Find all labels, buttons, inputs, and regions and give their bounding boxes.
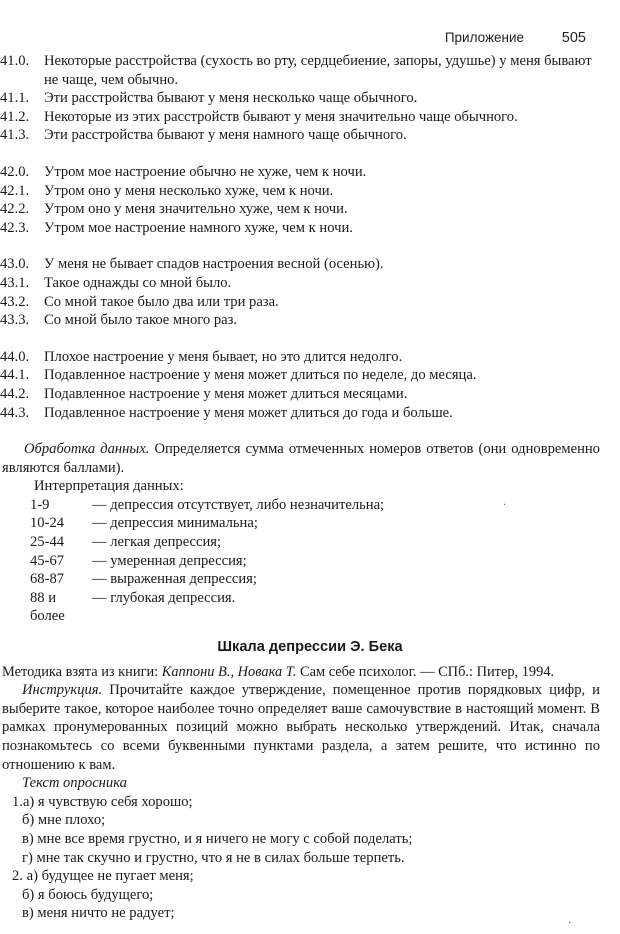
answer-item: 43.1. Такое однажды со мной было. <box>0 274 232 291</box>
answer-item: 44.2. Подавленное настроение у меня может длиться месяцами. <box>0 385 408 402</box>
questionnaire-line: г) мне так скучно и грустно, что я не в силах больше терпеть. <box>22 849 405 866</box>
question-group-42 <box>0 163 600 237</box>
answer-item: 44.3. Подавленное настроение у меня может длиться до года и больше. <box>0 404 453 421</box>
answer-item: 41.2. Некоторые из этих расстройств бывают у меня значительно чаще обычного. <box>0 108 518 125</box>
questionnaire-line: 1.а) я чувствую себя хорошо; <box>12 793 193 810</box>
questionnaire-line: 2. а) будущее не пугает меня; <box>12 868 194 885</box>
instruction-paragraph <box>0 681 600 774</box>
source-authors: Каппони В., Новака Т. <box>161 663 297 680</box>
data-processing-paragraph <box>0 440 600 477</box>
interpretation-row: 25-44 — легкая депрессия; <box>30 534 222 551</box>
answer-item: 41.0. Некоторые расстройства (сухость во рту, сердцебиение, запоры, удушье) у меня бывают не чаще, чем обычно. <box>0 53 592 88</box>
interpretation-title: Интерпретация данных: <box>34 478 184 495</box>
running-header <box>445 30 586 46</box>
interpretation-row: 10-24 — депрессия минимальна; <box>30 515 258 532</box>
answer-item: 42.3. Утром мое настроение намного хуже, чем к ночи. <box>0 219 353 236</box>
answer-item: 43.0. У меня не бывает спадов настроения весной (осенью). <box>0 256 384 273</box>
answer-item: 41.1. Эти расстройства бывают у меня несколько чаще обычного. <box>0 90 418 107</box>
answer-item: 43.2. Со мной такое было два или три раза. <box>0 293 279 310</box>
answer-item: 43.3. Со мной было такое много раз. <box>0 312 238 329</box>
source-citation: Методика взята из книги: Каппони В., Новака Т. Сам себе психолог. — СПб.: Питер, 1994. <box>2 663 555 680</box>
answer-item: 42.1. Утром оно у меня несколько хуже, чем к ночи. <box>0 182 334 199</box>
instruction-lead: Инструкция. <box>22 682 103 699</box>
interpretation-row: 1-9 — депрессия отсутствует, либо незначительна; <box>30 496 385 513</box>
answer-item: 42.0. Утром мое настроение обычно не хуже, чем к ночи. <box>0 163 367 180</box>
questionnaire-line: б) мне плохо; <box>22 812 106 829</box>
answer-item: 42.2. Утром оно у меня значительно хуже, чем к ночи. <box>0 201 348 218</box>
answer-item: 41.3. Эти расстройства бывают у меня намного чаще обычного. <box>0 127 407 144</box>
processing-lead: Обработка данных. <box>24 441 150 458</box>
interpretation-row: 45-67 — умеренная депрессия; <box>30 552 247 569</box>
interpretation-row: 68-87 — выраженная депрессия; <box>30 571 257 588</box>
question-group-43 <box>0 255 600 329</box>
answer-item: 44.1. Подавленное настроение у меня может длиться по неделе, до месяца. <box>0 367 477 384</box>
processing-text: Определяется сумма отмеченных номеров ответов (они одновременно являются баллами). <box>2 441 600 476</box>
question-group-44 <box>0 348 600 422</box>
page-number: 505 <box>561 30 586 46</box>
page-body <box>0 52 600 923</box>
answer-item: 44.0. Плохое настроение у меня бывает, но это длится недолго. <box>0 348 403 365</box>
questionnaire-line: в) меня ничто не радует; <box>22 905 175 922</box>
questionnaire-line: б) я боюсь будущего; <box>22 886 154 903</box>
scan-speck: · <box>568 918 572 929</box>
questionnaire-line: в) мне все время грустно, и я ничего не могу с собой поделать; <box>22 830 413 847</box>
question-group-41 <box>0 52 600 145</box>
beck-scale-title: Шкала депрессии Э. Бека <box>217 639 403 656</box>
section-title: Приложение <box>444 30 525 45</box>
instruction-text: Прочитайте каждое утверждение, помещенное против порядковых цифр, и выберите такое, которое наиболее точно определяет ваше самочувствие в настоящий момент. В рамках пронумерованных позиций можно выбрать несколько утверждений. Итак, сначала познакомьтесь со всеми буквенными пунктами раздела, а затем решите, что истинно по отношению к вам. <box>2 682 600 773</box>
scan-speck: · <box>503 500 507 511</box>
interpretation-row: 88 и более — глубокая депрессия. <box>30 589 236 625</box>
questionnaire-title: Текст опросника <box>22 775 127 792</box>
